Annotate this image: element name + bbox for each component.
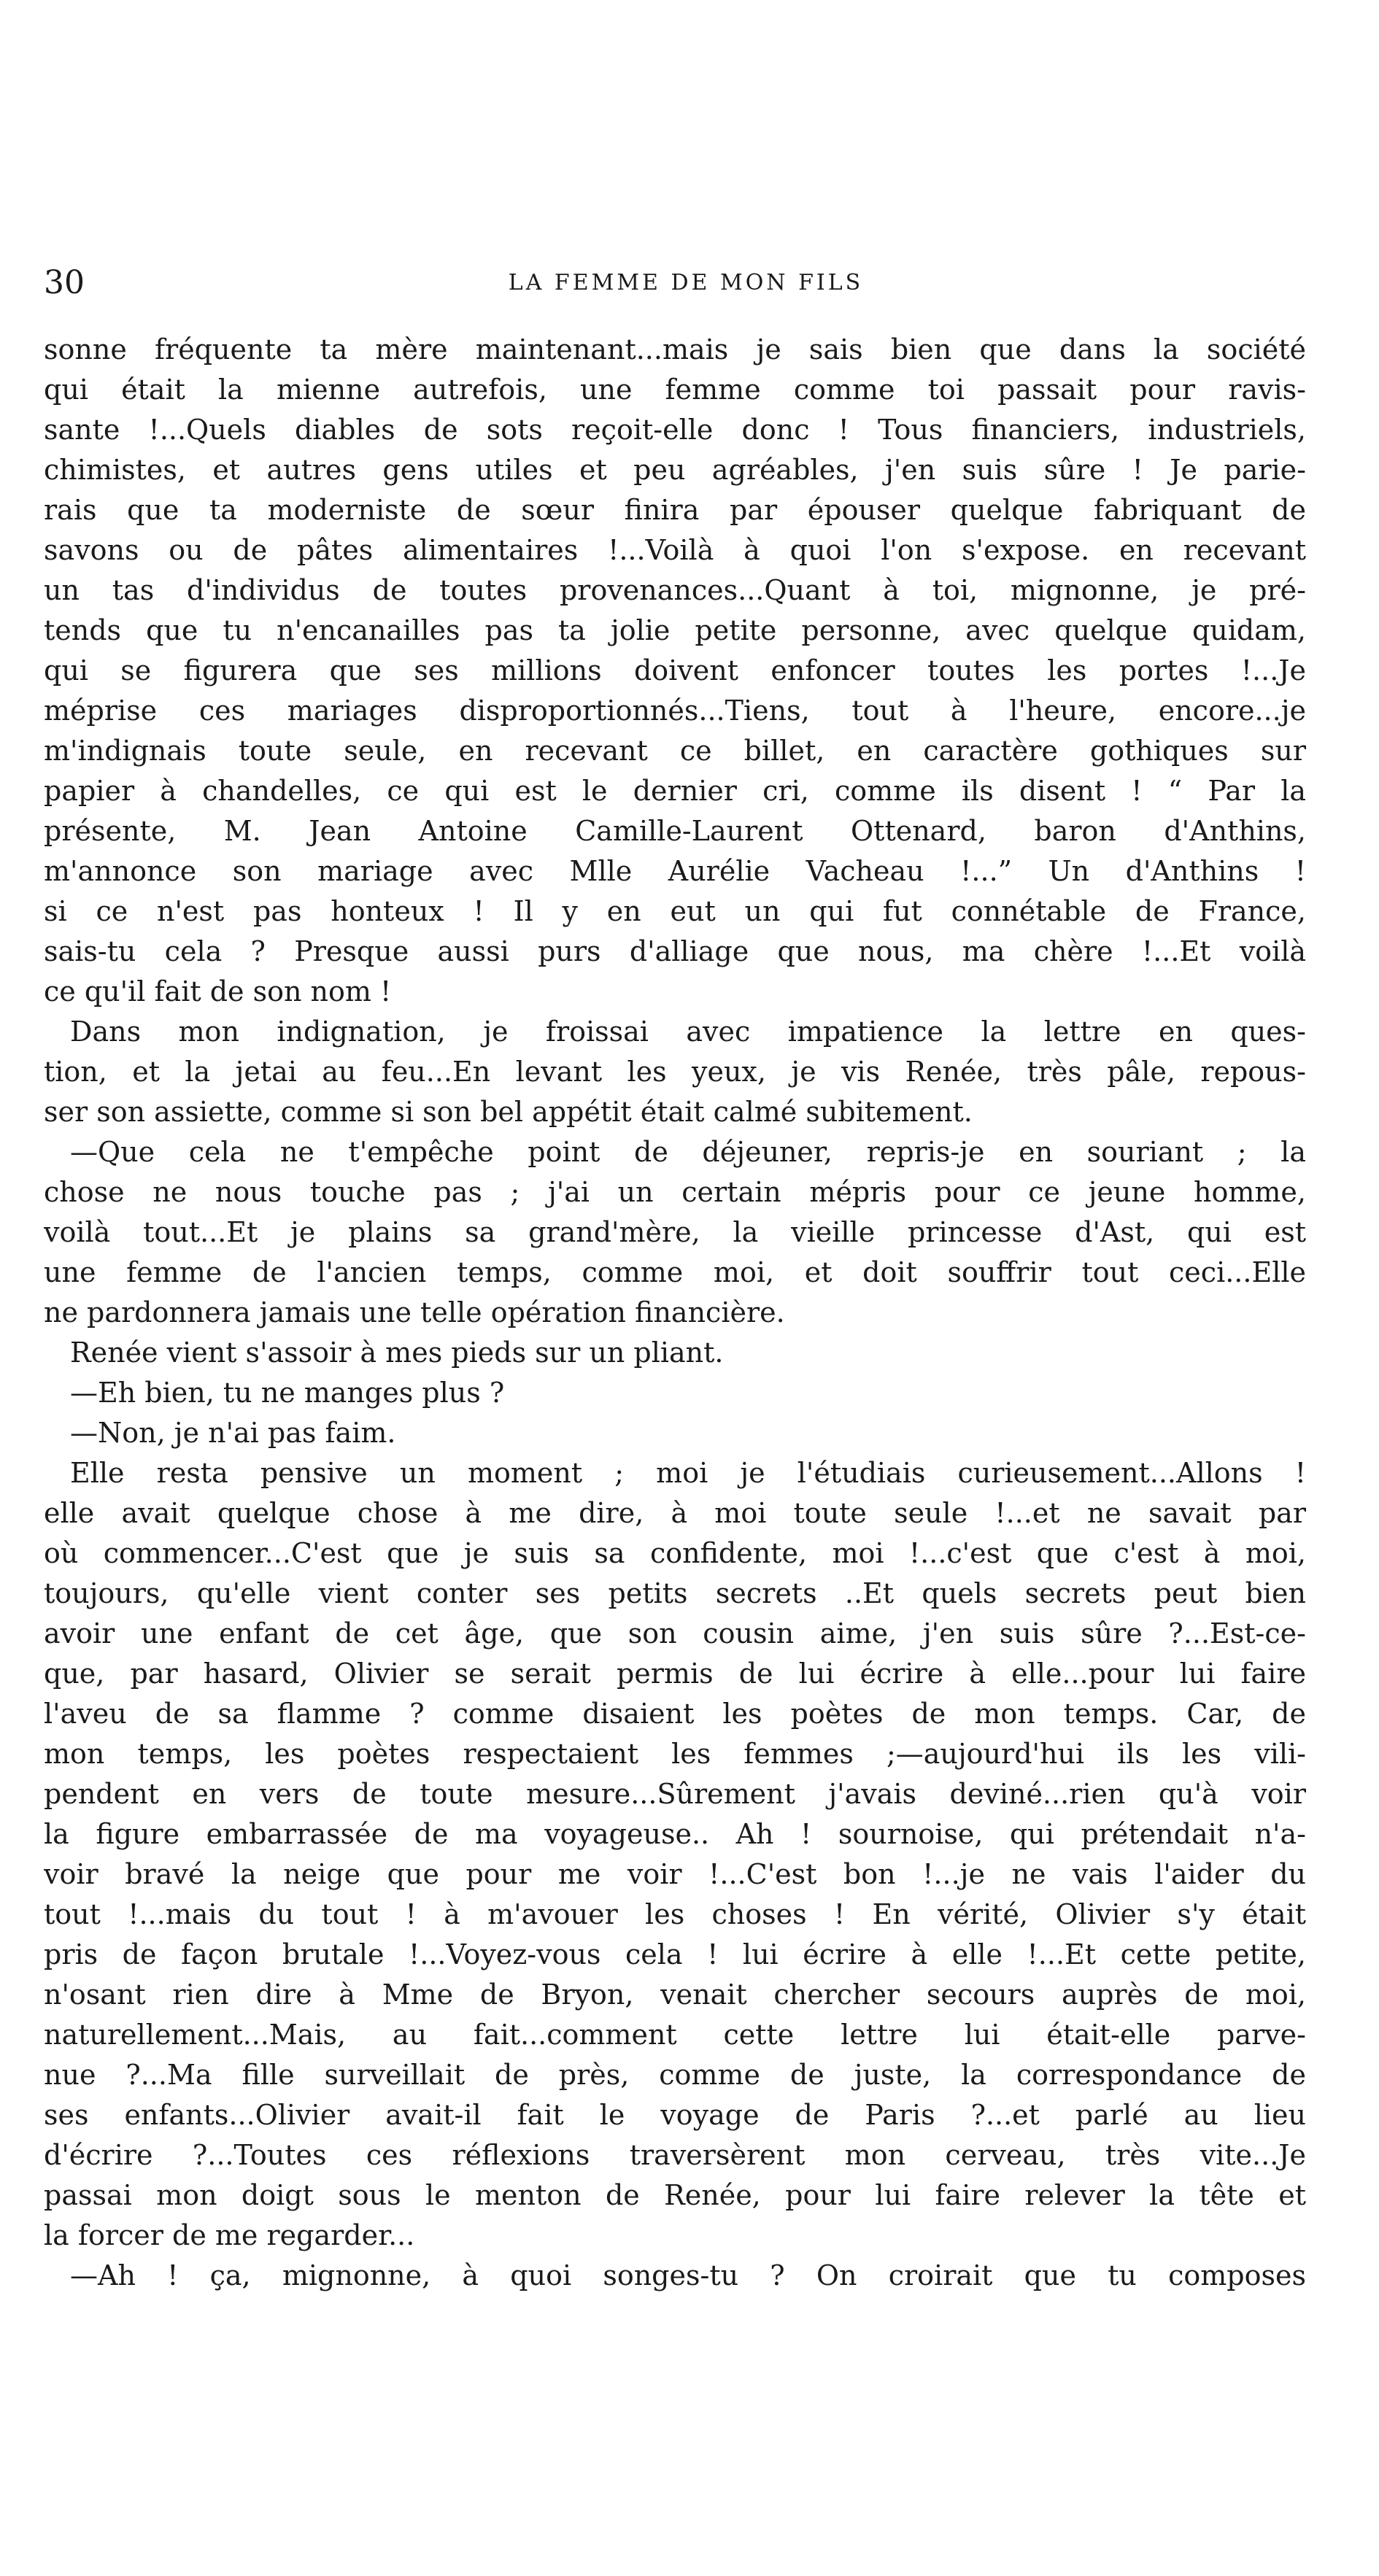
text-line: —Non, je n'ai pas faim.	[70, 1417, 396, 1449]
running-title: LA FEMME DE MON FILS	[508, 270, 864, 295]
text-line: naturellement...Mais, au fait...comment cette lettre lui était-elle parve-	[44, 2019, 1306, 2051]
text-line: m'indignais toute seule, en recevant ce billet, en caractère gothiques sur	[44, 735, 1306, 767]
text-line: sais-tu cela ? Presque aussi purs d'alliage que nous, ma chère !...Et voilà	[44, 935, 1306, 967]
text-line: qui était la mienne autrefois, une femme comme toi passait pour ravis-	[44, 374, 1306, 406]
text-line: Dans mon indignation, je froissai avec impatience la lettre en ques-	[70, 1016, 1306, 1048]
text-line: —Ah ! ça, mignonne, à quoi songes-tu ? On croirait que tu composes	[70, 2259, 1306, 2291]
text-line: tion, et la jetai au feu...En levant les yeux, je vis Renée, très pâle, repous-	[44, 1056, 1306, 1088]
text-line: présente, M. Jean Antoine Camille-Laurent Ottenard, baron d'Anthins,	[44, 815, 1306, 847]
text-line: chimistes, et autres gens utiles et peu agréables, j'en suis sûre ! Je parie-	[44, 454, 1306, 486]
text-line: pendent en vers de toute mesure...Sûrement j'avais deviné...rien qu'à voir	[44, 1778, 1306, 1810]
text-line: voir bravé la neige que pour me voir !...C'est bon !...je ne vais l'aider du	[44, 1858, 1306, 1890]
text-line: qui se figurera que ses millions doivent enfoncer toutes les portes !...Je	[44, 654, 1306, 686]
text-line: ne pardonnera jamais une telle opération financière.	[44, 1296, 785, 1328]
text-line: sante !...Quels diables de sots reçoit-elle donc ! Tous financiers, industriels,	[44, 414, 1306, 446]
text-line: —Eh bien, tu ne manges plus ?	[70, 1377, 505, 1409]
text-line: toujours, qu'elle vient conter ses petits secrets ..Et quels secrets peut bien	[44, 1577, 1306, 1609]
text-line: tout !...mais du tout ! à m'avouer les choses ! En vérité, Olivier s'y était	[44, 1898, 1306, 1930]
text-line: passai mon doigt sous le menton de Renée, pour lui faire relever la tête et	[44, 2179, 1306, 2211]
text-line: ses enfants...Olivier avait-il fait le voyage de Paris ?...et parlé au lieu	[44, 2099, 1306, 2131]
text-line: savons ou de pâtes alimentaires !...Voilà à quoi l'on s'expose. en recevant	[44, 534, 1306, 566]
text-line: ser son assiette, comme si son bel appétit était calmé subitement.	[44, 1096, 973, 1128]
text-line: une femme de l'ancien temps, comme moi, et doit souffrir tout ceci...Elle	[44, 1256, 1306, 1288]
text-line: si ce n'est pas honteux ! Il y en eut un qui fut connétable de France,	[44, 895, 1306, 927]
text-line: voilà tout...Et je plains sa grand'mère, la vieille princesse d'Ast, qui est	[44, 1216, 1306, 1248]
text-line: —Que cela ne t'empêche point de déjeuner, repris-je en souriant ; la	[70, 1136, 1306, 1168]
text-line: Elle resta pensive un moment ; moi je l'étudiais curieusement...Allons !	[70, 1457, 1306, 1489]
text-line: ce qu'il fait de son nom !	[44, 975, 392, 1007]
text-line: que, par hasard, Olivier se serait permis de lui écrire à elle...pour lui faire	[44, 1658, 1306, 1690]
text-line: méprise ces mariages disproportionnés...Tiens, tout à l'heure, encore...je	[44, 695, 1306, 727]
text-line: papier à chandelles, ce qui est le dernier cri, comme ils disent ! “ Par la	[44, 775, 1306, 807]
text-line: avoir une enfant de cet âge, que son cousin aime, j'en suis sûre ?...Est-ce-	[44, 1617, 1306, 1649]
text-line: rais que ta moderniste de sœur finira par épouser quelque fabriquant de	[44, 494, 1306, 526]
text-line: d'écrire ?...Toutes ces réflexions traversèrent mon cerveau, très vite...Je	[44, 2139, 1306, 2171]
text-line: où commencer...C'est que je suis sa confidente, moi !...c'est que c'est à moi,	[44, 1537, 1306, 1569]
body-text	[44, 330, 1306, 2296]
text-line: chose ne nous touche pas ; j'ai un certain mépris pour ce jeune homme,	[44, 1176, 1306, 1208]
text-line: pris de façon brutale !...Voyez-vous cela ! lui écrire à elle !...Et cette petite,	[44, 1938, 1306, 1970]
text-line: sonne fréquente ta mère maintenant...mais je sais bien que dans la société	[44, 333, 1306, 365]
text-line: Renée vient s'assoir à mes pieds sur un pliant.	[70, 1337, 724, 1369]
text-line: tends que tu n'encanailles pas ta jolie petite personne, avec quelque quidam,	[44, 614, 1306, 646]
text-line: elle avait quelque chose à me dire, à moi toute seule !...et ne savait par	[44, 1497, 1306, 1529]
text-line: un tas d'individus de toutes provenances...Quant à toi, mignonne, je pré-	[44, 574, 1306, 606]
text-line: m'annonce son mariage avec Mlle Aurélie Vacheau !...” Un d'Anthins !	[44, 855, 1306, 887]
text-line: la figure embarrassée de ma voyageuse.. Ah ! sournoise, qui prétendait n'a-	[44, 1818, 1306, 1850]
text-line: n'osant rien dire à Mme de Bryon, venait chercher secours auprès de moi,	[44, 1979, 1306, 2011]
running-head	[44, 261, 1328, 305]
text-line: la forcer de me regarder...	[44, 2219, 415, 2251]
text-line: l'aveu de sa flamme ? comme disaient les poètes de mon temps. Car, de	[44, 1698, 1306, 1730]
text-line: mon temps, les poètes respectaient les femmes ;—aujourd'hui ils les vili-	[44, 1738, 1306, 1770]
text-line: nue ?...Ma fille surveillait de près, comme de juste, la correspondance de	[44, 2059, 1306, 2091]
page-number: 30	[44, 264, 85, 301]
